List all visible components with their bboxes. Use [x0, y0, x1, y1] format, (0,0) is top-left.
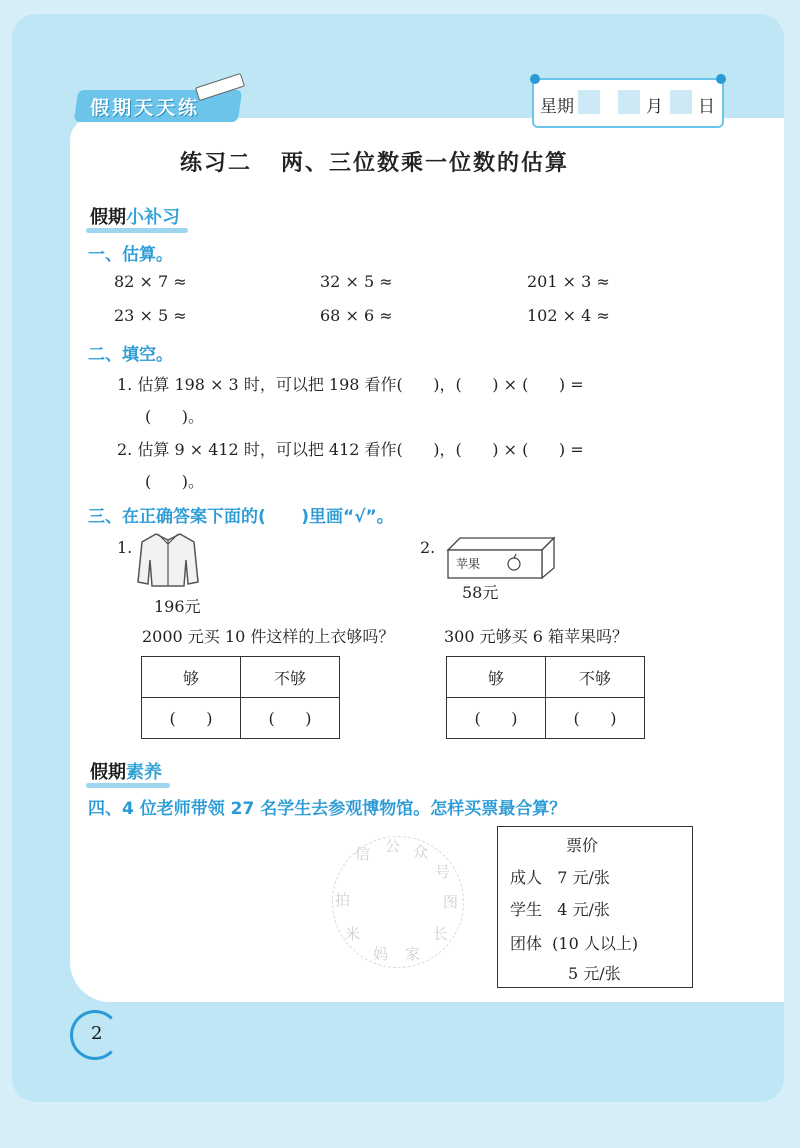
page-number: 2 — [91, 1023, 103, 1044]
q1-item: 201 × 3 ≈ — [527, 272, 610, 291]
day-field[interactable] — [670, 90, 692, 114]
q2-item2: 2. 估算 9 × 412 时，可以把 412 看作( )，( ) × ( ) = — [117, 440, 584, 459]
q3-item1-num: 1. — [117, 538, 133, 557]
page-title: 练习二 两、三位数乘一位数的估算 — [180, 151, 569, 176]
q3-item2-price: 58元 — [462, 583, 499, 602]
option-not-enough: 不够 — [546, 657, 645, 698]
q3-item2-question: 300 元够买 6 箱苹果吗？ — [444, 627, 628, 646]
answer-blank[interactable]: ( ) — [241, 698, 340, 739]
q3-item1-question: 2000 元买 10 件这样的上衣够吗？ — [142, 627, 395, 646]
q3-item1-price: 196元 — [154, 597, 201, 616]
option-enough: 够 — [447, 657, 546, 698]
day-label: 日 — [698, 97, 715, 117]
price-student: 学生 4 元/张 — [510, 900, 610, 919]
series-title: 假期天天练 — [90, 97, 201, 119]
pin-icon — [716, 74, 726, 84]
answer-blank[interactable]: ( ) — [447, 698, 546, 739]
option-not-enough: 不够 — [241, 657, 340, 698]
pin-icon — [530, 74, 540, 84]
q1-item: 68 × 6 ≈ — [320, 306, 393, 325]
week-label: 星期 — [540, 97, 574, 117]
jacket-icon — [136, 530, 200, 588]
q2-heading: 二、填空。 — [88, 345, 173, 365]
q3-item1-answer-table — [141, 656, 340, 739]
month-label: 月 — [646, 97, 663, 117]
q1-item: 82 × 7 ≈ — [114, 272, 187, 291]
option-enough: 够 — [142, 657, 241, 698]
section-badge-review: 假期小补习 — [90, 203, 180, 229]
box-label: 苹果 — [456, 557, 481, 571]
week-field[interactable] — [578, 90, 600, 114]
q2-item1-cont: ( )。 — [145, 407, 205, 426]
date-box — [532, 78, 724, 128]
price-group: 团体 (10 人以上) — [510, 934, 639, 953]
q4-heading: 四、4 位老师带领 27 名学生去参观博物馆。怎样买票最合算？ — [88, 799, 567, 819]
q1-item: 32 × 5 ≈ — [320, 272, 393, 291]
ticket-price-table — [497, 826, 693, 988]
answer-blank[interactable]: ( ) — [142, 698, 241, 739]
price-group-value: 5 元/张 — [568, 964, 621, 983]
left-strip — [12, 118, 70, 1038]
price-adult: 成人 7 元/张 — [510, 868, 610, 887]
q1-heading: 一、估算。 — [88, 245, 173, 265]
q1-item: 102 × 4 ≈ — [527, 306, 610, 325]
page-number-badge — [70, 1010, 120, 1060]
q3-item2-answer-table — [446, 656, 645, 739]
month-field[interactable] — [618, 90, 640, 114]
section-badge-literacy: 假期素养 — [90, 758, 162, 784]
price-title: 票价 — [566, 836, 599, 855]
q2-item1: 1. 估算 198 × 3 时，可以把 198 看作( )，( ) × ( ) = — [117, 375, 584, 394]
q1-item: 23 × 5 ≈ — [114, 306, 187, 325]
answer-blank[interactable]: ( ) — [546, 698, 645, 739]
q3-heading: 三、在正确答案下面的( )里画“√”。 — [88, 507, 394, 527]
q3-item2-num: 2. — [420, 538, 436, 557]
watermark-seal: 信 公 众 号 图 长 家 妈 米 拍 — [332, 836, 464, 968]
q2-item2-cont: ( )。 — [145, 472, 205, 491]
